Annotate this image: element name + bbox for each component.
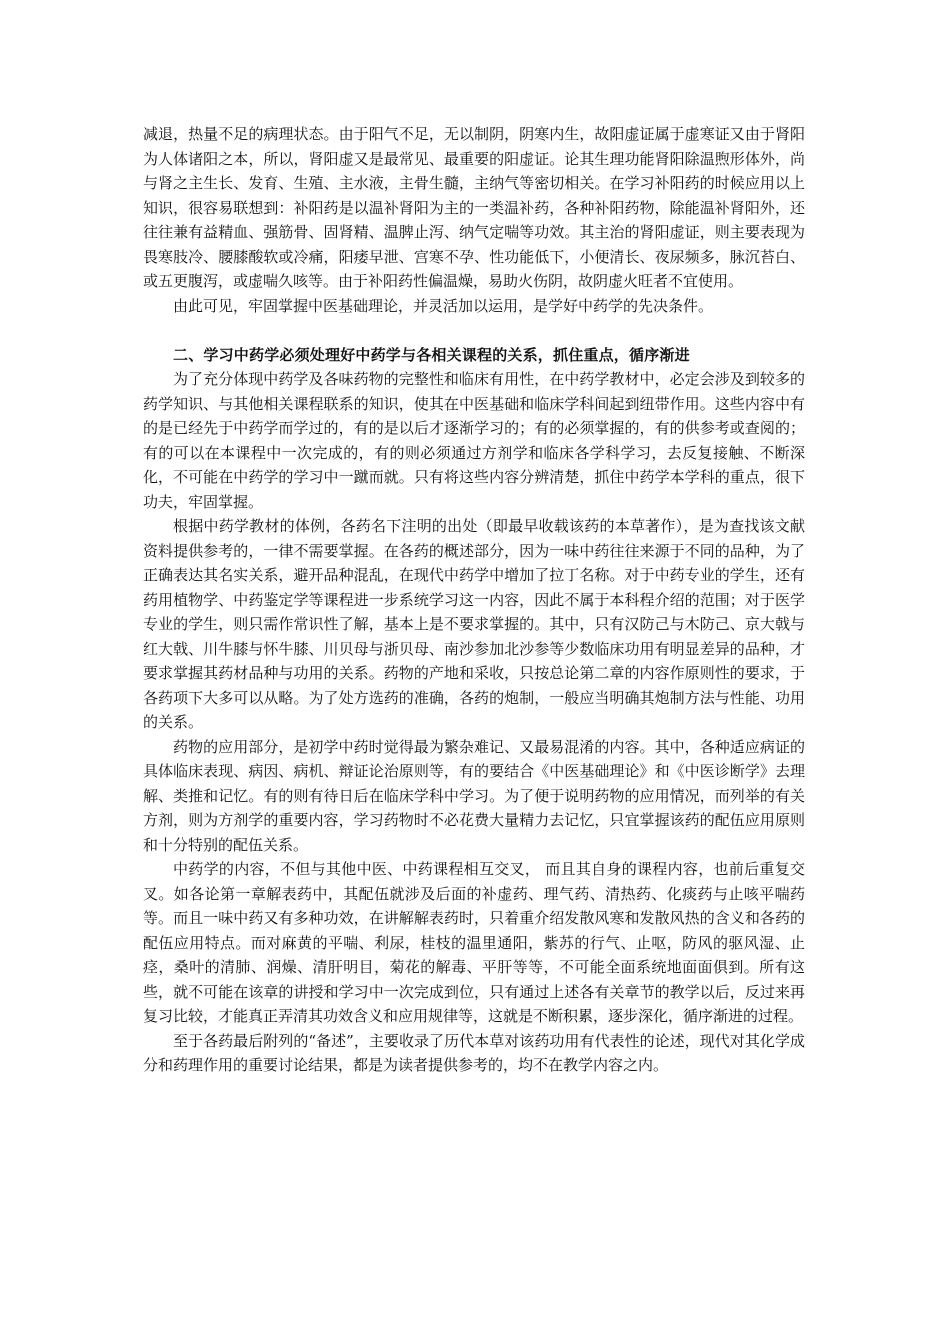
paragraph-appendix-notes: 至于各药最后附列的“备述”，主要收录了历代本草对该药功用有代表性的论述，现代对其化学成分和药理作用的重要讨论结果，都是为读者提供参考的，均不在教学内容之内。 bbox=[143, 1031, 805, 1074]
paragraph-content-overlap: 中药学的内容，不但与其他中医、中药课程相互交叉， 而且其自身的课程内容，也前后重复交叉。如各论第一章解表药中，其配伍就涉及后面的补虚药、理气药、清热药、化痰药与止咳平喘药等。而且一味中药又有多种功效，在讲解解表药时，只着重介绍发散风寒和发散风热的含义和各药的配伍应用特点。而对麻黄的平喘、利尿，桂枝的温里通阳，紫苏的行气、止呕，防风的驱风湿、止痉，桑叶的清肺、润燥、清肝明目，菊花的解毒、平肝等等，不可能全面系统地面面俱到。所有这些，就不可能在该章的讲授和学习中一次完成到位，只有通过上述各有关章节的教学以后，反过来再复习比较，才能真正弄清其功效含义和应用规律等，这就是不断积累，逐步深化，循序渐进的过程。 bbox=[143, 860, 805, 1025]
section-heading: 二、学习中药学必须处理好中药学与各相关课程的关系，抓住重点，循序渐进 bbox=[173, 345, 690, 364]
paragraph-textbook-format: 根据中药学教材的体例，各药名下注明的出处（即最早收载该药的本草著作），是为查找该文献资料提供参考的，一律不需要掌握。在各药的概述部分，因为一味中药往往来源于不同的品种，为了正确表达其名实关系，避开品种混乱，在现代中药学中增加了拉丁名称。对于中药专业的学生，还有药用植物学、中药鉴定学等课程进一步系统学习这一内容，因此不属于本科程介绍的范围；对于医学专业的学生，则只需作常识性了解，基本上是不要求掌握的。其中，只有汉防己与木防己、京大戟与红大戟、川牛膝与怀牛膝、川贝母与浙贝母、南沙参加北沙参等少数临床功用有明显差异的品种，才要求掌握其药材品种与功用的关系。药物的产地和采收，只按总论第二章的内容作原则性的要求，于各药项下大多可以从略。为了处方选药的准确，各药的炮制，一般应当明确其炮制方法与性能、功用的关系。 bbox=[143, 517, 805, 731]
paragraph-course-relations: 为了充分体现中药学及各味药物的完整性和临床有用性，在中药学教材中，必定会涉及到较多的药学知识、与其他相关课程联系的知识，使其在中医基础和临床学科间起到纽带作用。这些内容中有的是已经先于中药学而学过的，有的是以后才逐渐学习的；有的必须掌握的，有的供参考或查阅的；有的可以在本课程中一次完成的，有的则必须通过方剂学和临床各学科学习，去反复接触、不断深化，不可能在中药学的学习中一蹴而就。只有将这些内容分辨清楚，抓住中药学本学科的重点，很下功夫，牢固掌握。 bbox=[143, 370, 805, 511]
paragraph-drug-application: 药物的应用部分，是初学中药时觉得最为繁杂难记、又最易混淆的内容。其中，各种适应病证的具体临床表现、病因、病机、辩证论治原则等，有的要结合《中医基础理论》和《中医诊断学》去理解、类推和记忆。有的则有待日后在临床学科中学习。为了便于说明药物的应用情况，而列举的有关方剂，则为方剂学的重要内容，学习药物时不必花费大量精力去记忆，只宜掌握该药的配伍应用原则和十分特别的配伍关系。 bbox=[143, 737, 805, 854]
document-page bbox=[143, 122, 805, 1078]
paragraph-conclusion: 由此可见，牢固掌握中医基础理论，并灵活加以运用，是学好中药学的先决条件。 bbox=[173, 296, 714, 315]
paragraph-yang-deficiency: 减退，热量不足的病理状态。由于阳气不足，无以制阴，阴寒内生，故阳虚证属于虚寒证又由于肾阳为人体诸阳之本，所以，肾阳虚又是最常见、最重要的阳虚证。论其生理功能肾阳除温煦形体外，尚与肾之主生长、发育、生殖、主水液，主骨生髓，主纳气等密切相关。在学习补阳药的时候应用以上知识，很容易联想到：补阳药是以温补肾阳为主的一类温补药，各种补阳药物，除能温补肾阳外，还往往兼有益精血、强筋骨、固肾精、温脾止泻、纳气定喘等功效。其主治的肾阳虚证，则主要表现为畏寒肢冷、腰膝酸软或冷痛，阳痿早泄、宫寒不孕、性功能低下，小便清长、夜尿频多，脉沉苔白、或五更腹泻，或虚喘久咳等。由于补阳药性偏温燥，易助火伤阴，故阴虚火旺者不宜使用。 bbox=[143, 125, 805, 290]
section-spacer bbox=[143, 318, 805, 343]
